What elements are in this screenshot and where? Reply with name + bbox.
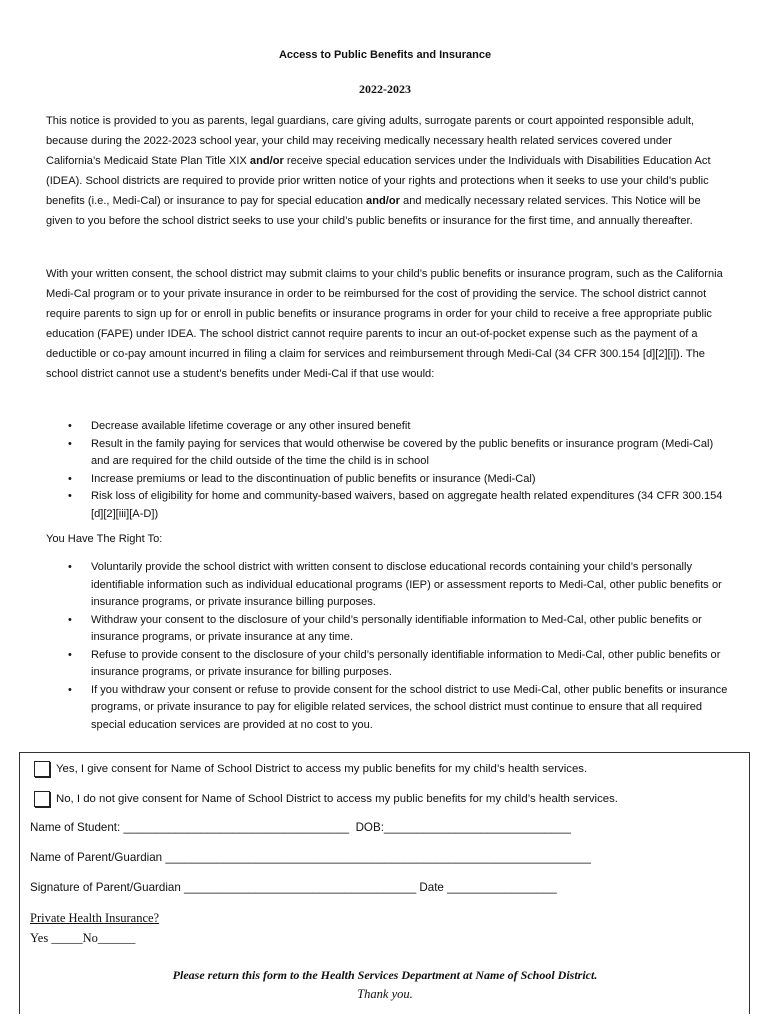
private-insurance-yes-no-field[interactable]: Yes _____No______ [30, 931, 136, 945]
consent-no-label: No, I do not give consent for Name of School District to access my public benefits for my child’s health services. [56, 793, 618, 805]
intro-andor-1: and/or [249, 155, 284, 167]
rights-heading: You Have The Right To: [46, 533, 163, 545]
return-district-name: Name of School District [475, 968, 595, 982]
intro-andor-2: and/or [366, 195, 400, 207]
signature-date-field[interactable]: Signature of Parent/Guardian ____________________________________ Date _________________ [30, 881, 557, 894]
thank-you: Thank you. [357, 987, 413, 1001]
list-item: • If you withdraw your consent or refuse to provide consent for the school district to use Medi-Cal, other public benefits or insurance programs, or private insurance to pay for eligible related services, the school district must continue to ensure that all required special education services are provided at no cost to you. [46, 682, 730, 735]
return-text: Please return this form to the Health Services Department at [172, 968, 476, 982]
intro-text-c: receive special education services under the Individuals with Disabilities Education Act (IDEA). School districts are required to provide prior written notice of your rights and protections when it seeks to use your child’s public benefits (i.e., Medi-Cal) or insurance to pay for special education [46, 155, 711, 207]
parent-name-field[interactable]: Name of Parent/Guardian __________________________________________________________________ [30, 851, 591, 864]
consent-paragraph: With your written consent, the school district may submit claims to your child’s public benefits or insurance program, such as the California Medi-Cal program or to your private insurance in order to be reimbursed for the cost of providing the service. The school district cannot require parents to sign up for or enroll in public benefits or insurance programs in order for your child to receive a free appropriate public education (FAPE) under IDEA. The school district cannot require parents to incur an out-of-pocket expense such as the payment of a deductible or co-pay amount incurred in filing a claim for services and reimbursement through Medi-Cal (34 CFR 300.154 [d][2][i]). The school district cannot use a student’s benefits under Medi-Cal if that use would: [46, 268, 723, 380]
list-item: • Increase premiums or lead to the discontinuation of public benefits or insurance (Medi-Cal) [46, 471, 730, 489]
rights-list [46, 559, 730, 734]
consent-yes-label: Yes, I give consent for Name of School District to access my public benefits for my child’s health services. [56, 763, 588, 775]
intro-text-e: and medically necessary related services. This Notice will be given to you before the school district seeks to use your child’s public benefits or insurance for the first time, and annually thereafter. [46, 195, 701, 227]
list-item: • Decrease available lifetime coverage or any other insured benefit [46, 418, 730, 436]
consent-yes-checkbox[interactable] [34, 761, 50, 777]
student-name-dob-field[interactable]: Name of Student: ___________________________________ DOB:_____________________________ [30, 821, 571, 834]
list-item: • Withdraw your consent to the disclosure of your child’s personally identifiable information to Med-Cal, other public benefits or insurance programs, or private insurance at any time. [46, 612, 730, 647]
consent-no-option [34, 791, 618, 807]
consent-yes-option [34, 761, 587, 777]
private-insurance-question: Private Health Insurance? [30, 911, 160, 925]
list-item: • Risk loss of eligibility for home and community-based waivers, based on aggregate health related expenditures (34 CFR 300.154 [d][2][iii][A-D]) [46, 488, 730, 523]
document-title: Access to Public Benefits and Insurance [278, 49, 492, 61]
list-item: • Result in the family paying for services that would otherwise be covered by the public benefits or insurance program (Medi-Cal) and are required for the child outside of the time the child is in school [46, 436, 730, 471]
list-item: • Voluntarily provide the school district with written consent to disclose educational records containing your child’s personally identifiable information such as individual educational programs (IEP) or assessment reports to Medi-Cal, other public benefits or insurance programs, or private insurance billing purposes. [46, 559, 730, 612]
return-period: . [594, 968, 598, 982]
intro-text-a: This notice is provided to you as parents, legal guardians, care giving adults, surrogate parents or court appointed responsible adult, because during the 2022-2023 school year, your child may receiving medically necessary health related services covered under California’s Medicaid State Plan Title XIX [46, 115, 695, 167]
restrictions-list [46, 418, 730, 523]
school-year: 2022-2023 [359, 82, 411, 96]
consent-no-checkbox[interactable] [34, 791, 50, 807]
return-instructions [0, 968, 770, 983]
intro-paragraph [46, 111, 726, 231]
list-item: • Refuse to provide consent to the disclosure of your child’s personally identifiable information to Medi-Cal, other public benefits or insurance programs, or private insurance for billing purposes. [46, 647, 730, 682]
